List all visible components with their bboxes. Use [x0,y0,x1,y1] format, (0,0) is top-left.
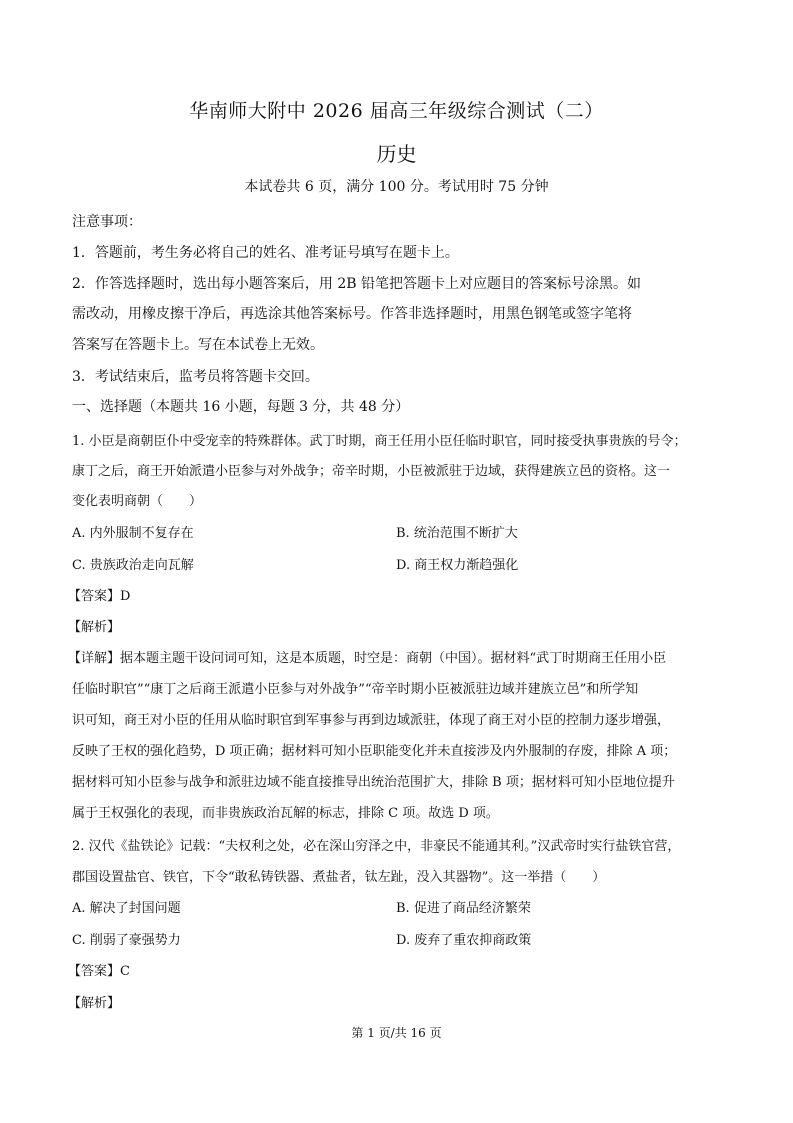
analysis-label: 【解析】 [68,620,121,635]
answer-label: 【答案】C [68,964,130,979]
notice-item: 2．作答选择题时，选出每小题答案后，用 2B 铅笔把答题卡上对应题目的答案标号涂黑。如 [72,276,642,292]
notice-heading: 注意事项： [72,214,142,230]
subject-title: 历史 [376,142,417,166]
detail-line: 任临时职官”“康丁之后商王派遣小臣参与对外战争”“帝辛时期小臣被派驻边域并建族立邑”和所学知 [72,682,639,697]
question-stem-line: 变化表明商朝（ ） [72,494,203,509]
detail-line: 【详解】据本题主题干设问词可知，这是本质题，时空是：商朝（中国）。据材料“武丁时期商王任用小臣 [68,651,667,666]
option-c: C. 削弱了豪强势力 [72,933,181,948]
notice-item: 1．答题前，考生务必将自己的姓名、准考证号填写在题卡上。 [72,245,459,261]
option-c: C. 贵族政治走向瓦解 [72,558,194,573]
option-d: D. 废弃了重农抑商政策 [396,933,532,948]
option-b: B. 统治范围不断扩大 [396,526,518,541]
detail-line: 识可知，商王对小臣的任用从临时职官到军事参与再到边域派驻，体现了商王对小臣的控制力逐步增强， [72,713,671,728]
detail-line: 反映了王权的强化趋势，D 项正确；据材料可知小臣职能变化并未直接涉及内外服制的存废，排除 A 项； [72,744,677,759]
exam-info: 本试卷共 6 页，满分 100 分。考试用时 75 分钟 [244,179,549,195]
question-stem-line: 康丁之后，商王开始派遣小臣参与对外战争；帝辛时期，小臣被派驻于边域，获得建族立邑的资格。这一 [72,464,671,479]
page-footer: 第 1 页/共 16 页 [351,1026,442,1040]
detail-line: 据材料可知小臣参与战争和派驻边域不能直接推导出统治范围扩大，排除 B 项；据材料可知小臣地位提升 [72,775,675,790]
option-a: A. 解决了封国问题 [72,901,181,916]
notice-item: 3．考试结束后，监考员将答题卡交回。 [72,369,319,385]
question-stem-line: 1. 小臣是商朝臣仆中受宠幸的特殊群体。武丁时期，商王任用小臣任临时职官，同时接受执事贵族的号令； [72,434,687,449]
option-d: D. 商王权力渐趋强化 [396,558,519,573]
notice-item: 答案写在答题卡上。写在本试卷上无效。 [72,337,324,353]
detail-line: 属于王权强化的表现，而非贵族政治瓦解的标志，排除 C 项。故选 D 项。 [72,806,499,821]
notice-item: 需改动，用橡皮擦干净后，再选涂其他答案标号。作答非选择题时，用黑色钢笔或签字笔将 [72,306,632,322]
question-stem-line: 郡国设置盐官、铁官，下令“敢私铸铁器、煮盐者，钛左趾，没入其器物”。这一举措（ ） [72,870,606,885]
option-b: B. 促进了商品经济繁荣 [396,901,531,916]
answer-label: 【答案】D [68,589,131,604]
question-stem-line: 2. 汉代《盐铁论》记载：“夫权利之处，必在深山穷泽之中，非豪民不能通其利。”汉武帝时实行盐铁官营， [72,839,681,854]
exam-title: 华南师大附中 2026 届高三年级综合测试（二） [189,100,604,122]
section-heading: 一、选择题（本题共 16 小题，每题 3 分，共 48 分） [72,399,410,415]
option-a: A. 内外服制不复存在 [72,526,194,541]
analysis-label: 【解析】 [68,996,121,1011]
